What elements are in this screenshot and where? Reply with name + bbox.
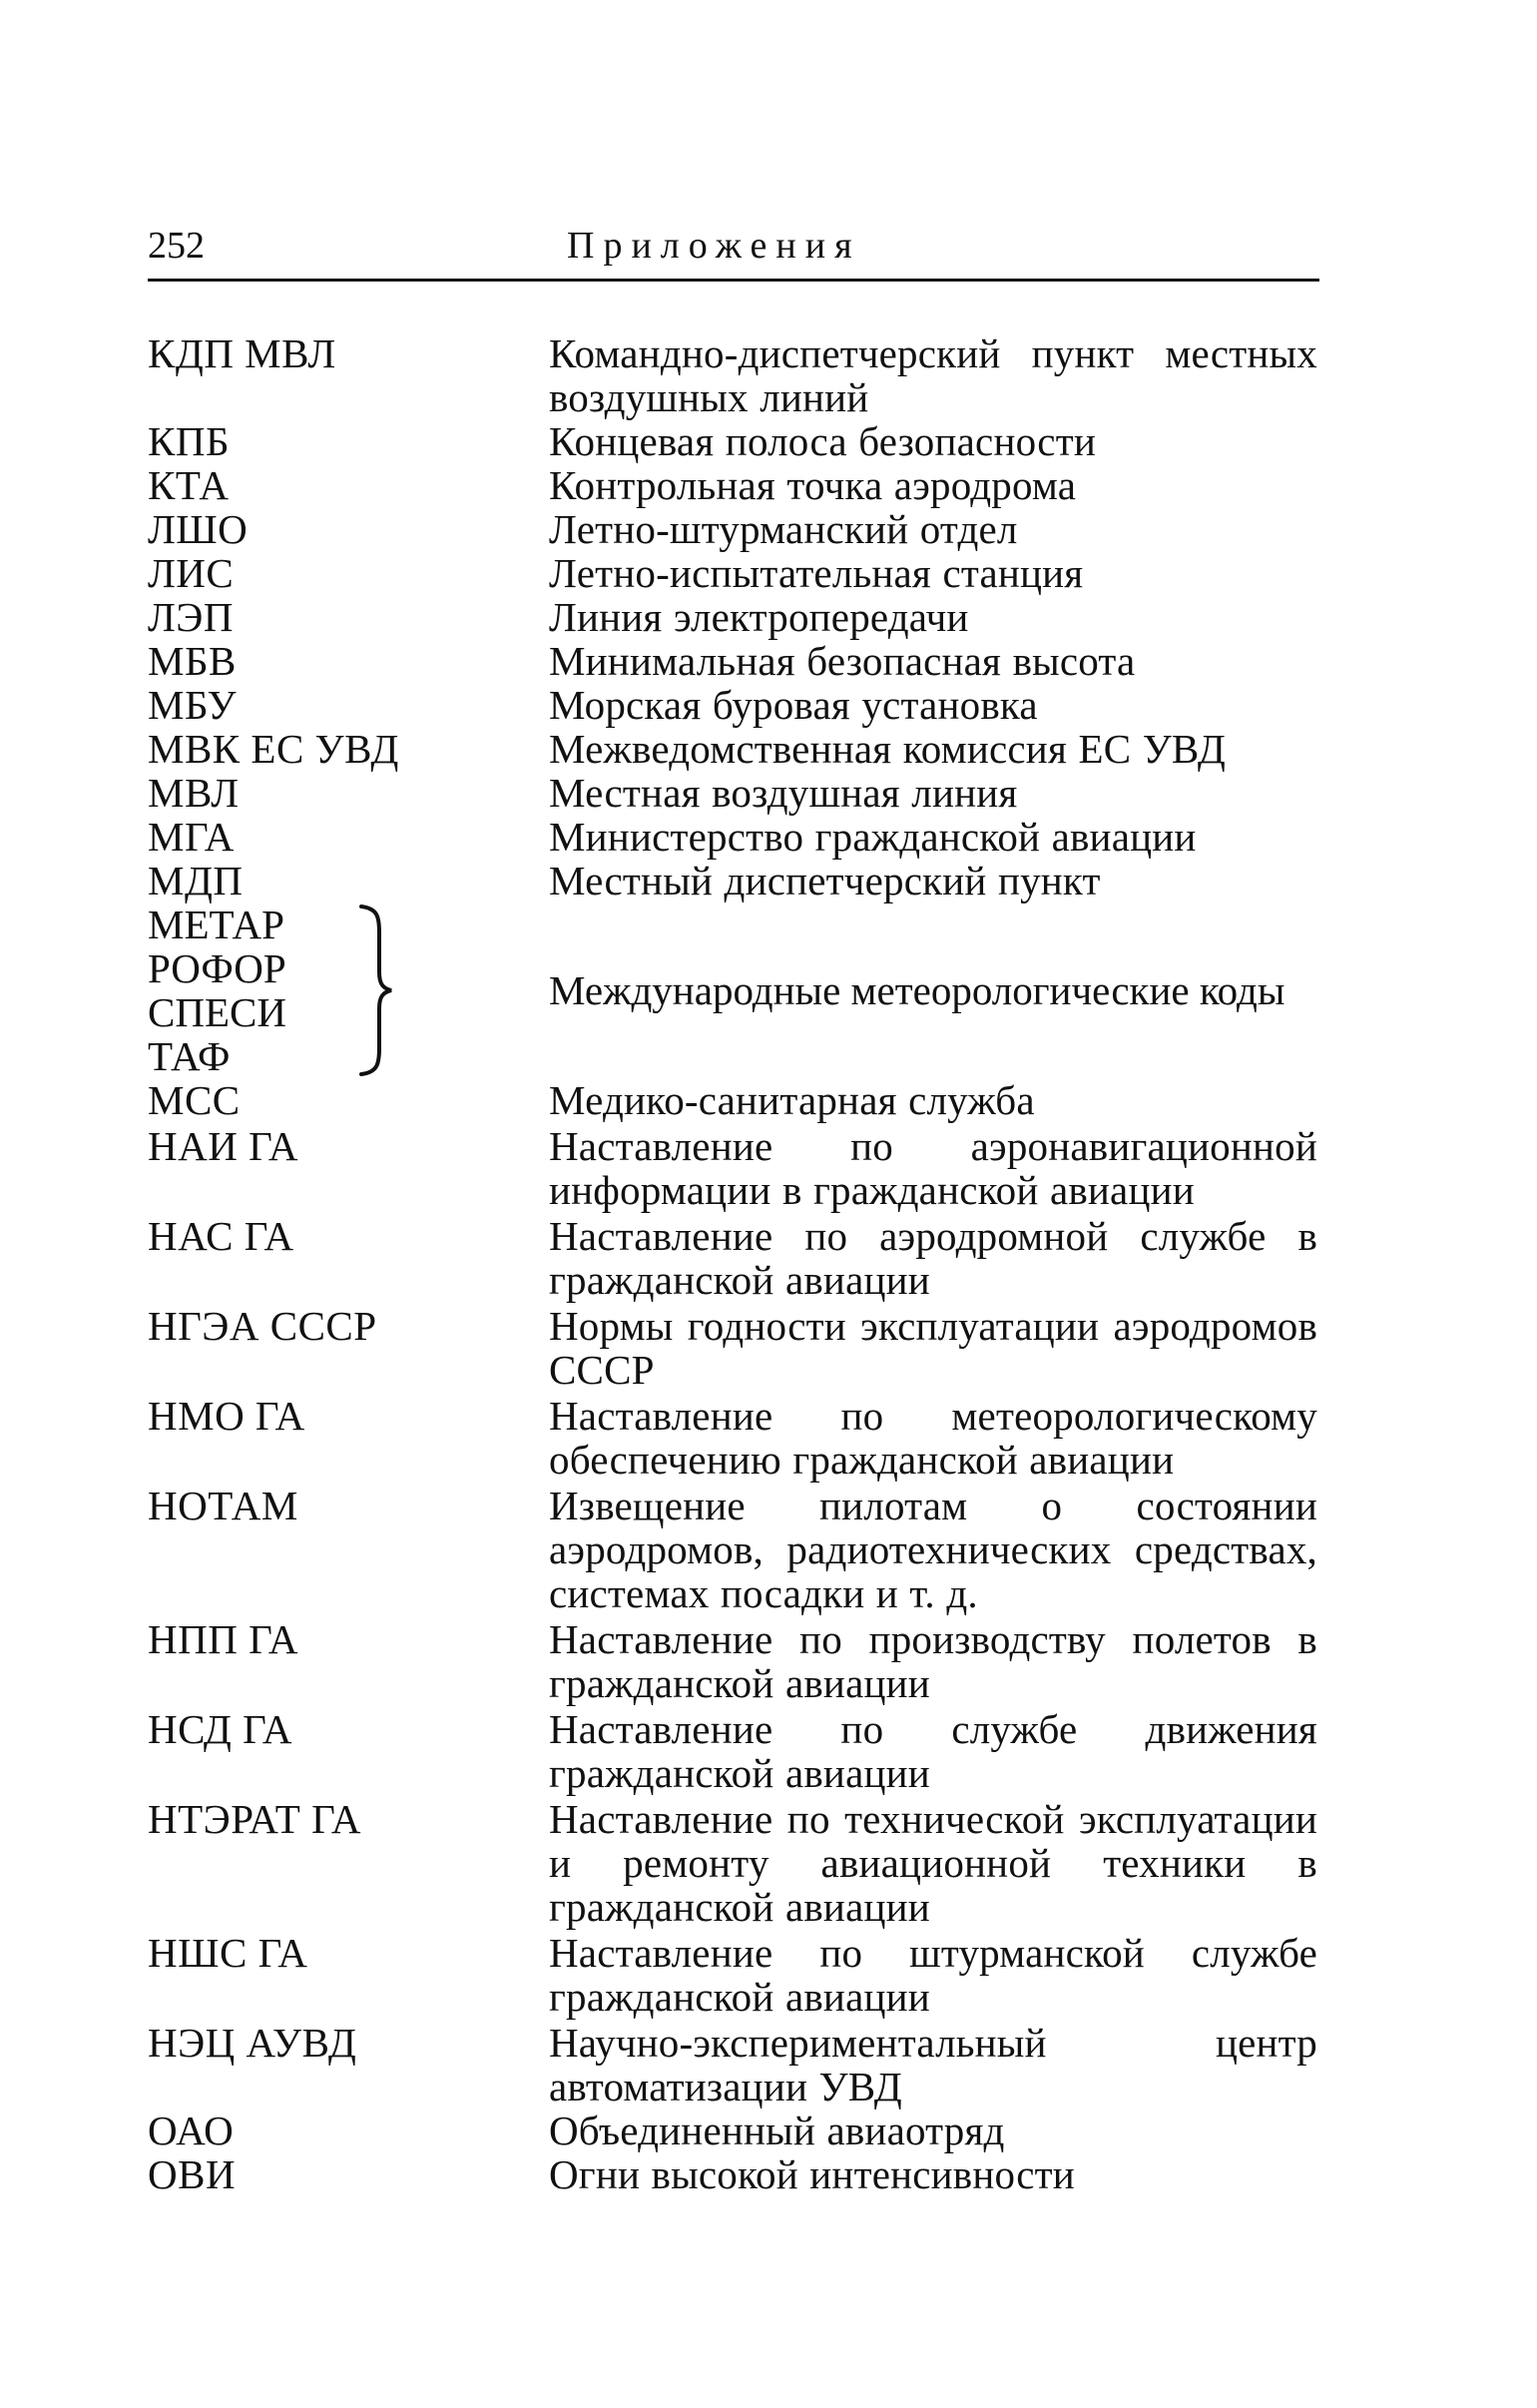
- abbreviation-entry: [148, 1124, 1325, 1212]
- abbreviation: МЕТАР: [148, 902, 284, 947]
- abbreviation: НСД ГА: [148, 1706, 292, 1752]
- abbreviation-entry: [148, 507, 1325, 551]
- abbreviation: НЭЦ АУВД: [148, 2020, 357, 2066]
- definition: Огни высокой интенсивности: [549, 2151, 1075, 2197]
- abbreviation: МДП: [148, 858, 244, 903]
- definition: Летно-испытательная станция: [549, 550, 1084, 596]
- abbreviation: МБУ: [148, 682, 238, 728]
- abbreviation: ТАФ: [148, 1033, 231, 1079]
- definition: Морская буровая установка: [549, 682, 1038, 728]
- abbreviation-entry: [148, 2021, 1325, 2108]
- abbreviation: НТЭРАТ ГА: [148, 1796, 361, 1842]
- definition: Межведомственная комиссия ЕС УВД: [549, 726, 1227, 772]
- abbreviation: ЛЭП: [148, 594, 234, 640]
- definition: Нормы годности эксплуатации аэродромов СССР: [549, 1303, 1317, 1393]
- definition: Наставление по производству полетов в гражданской авиации: [549, 1616, 1317, 1706]
- abbreviation: НШС ГА: [148, 1930, 308, 1976]
- right-brace-icon: [357, 903, 393, 1078]
- abbreviation: НМО ГА: [148, 1393, 305, 1439]
- abbreviation: КТА: [148, 462, 230, 508]
- definition: Наставление по службе движения гражданской авиации: [549, 1706, 1317, 1796]
- page-number: 252: [148, 225, 205, 267]
- abbreviation-entry: [148, 1078, 1325, 1122]
- header-rule: [148, 279, 1319, 282]
- running-title: Приложения: [567, 225, 861, 267]
- abbreviation-entry: [148, 815, 1325, 859]
- definition: Наставление по аэродромной службе в гражданской авиации: [549, 1213, 1317, 1303]
- abbreviation-entry: [148, 419, 1325, 463]
- abbreviation: МБВ: [148, 638, 237, 684]
- definition: Министерство гражданской авиации: [549, 814, 1197, 860]
- abbreviation-entry: [148, 1797, 1325, 1929]
- definition: Линия электропередачи: [549, 594, 969, 640]
- abbreviation: НГЭА СССР: [148, 1303, 377, 1349]
- abbreviation: ОАО: [148, 2107, 235, 2153]
- abbreviation-entry: [148, 1304, 1325, 1392]
- definition: Контрольная точка аэродрома: [549, 462, 1077, 508]
- definition: Командно-диспетчерский пункт местных воздушных линий: [549, 330, 1317, 420]
- abbreviation: МВЛ: [148, 770, 240, 816]
- abbreviation-entry: [148, 727, 1325, 771]
- abbreviation-entry: [148, 551, 1325, 595]
- abbreviation-entry: [148, 595, 1325, 639]
- abbreviation: КДП МВЛ: [148, 330, 336, 376]
- abbreviation-entry: [148, 1214, 1325, 1302]
- abbreviation-entry: [148, 1617, 1325, 1705]
- definition: Наставление по аэронавигационной информации в гражданской авиации: [549, 1123, 1317, 1213]
- met-codes-group: [148, 903, 1325, 1078]
- definition: Медико-санитарная служба: [549, 1077, 1035, 1123]
- definition: Летно-штурманский отдел: [549, 506, 1018, 552]
- abbreviation-entry: [148, 771, 1325, 815]
- abbreviation: КПБ: [148, 418, 230, 464]
- abbreviation-entry: [148, 639, 1325, 683]
- definition: Объединенный авиаотряд: [549, 2107, 1005, 2153]
- met-codes-abbreviations: [148, 903, 549, 1078]
- abbreviation: НПП ГА: [148, 1616, 298, 1662]
- abbreviation-entry: [148, 1931, 1325, 2019]
- abbreviation-entry: [148, 1707, 1325, 1795]
- abbreviation: МСС: [148, 1077, 241, 1123]
- abbreviation-entry: [148, 2108, 1325, 2152]
- page-header: [148, 222, 1319, 278]
- definition: Местная воздушная линия: [549, 770, 1018, 816]
- abbreviation-entry: [148, 331, 1325, 419]
- definition: Международные метеорологические коды: [549, 967, 1285, 1013]
- abbreviation-entry: [148, 463, 1325, 507]
- abbreviation: НОТАМ: [148, 1483, 298, 1528]
- abbreviation-list: [148, 331, 1325, 2196]
- definition: Наставление по штурманской службе гражданской авиации: [549, 1930, 1317, 2020]
- abbreviation-entry: [148, 1484, 1325, 1615]
- abbreviation: НАС ГА: [148, 1213, 294, 1259]
- definition: Наставление по технической эксплуатации и ремонту авиационной техники в гражданской авиации: [549, 1796, 1317, 1930]
- abbreviation-entry: [148, 683, 1325, 727]
- abbreviation: МВК ЕС УВД: [148, 726, 399, 772]
- definition: Наставление по метеорологическому обеспечению гражданской авиации: [549, 1393, 1317, 1483]
- abbreviation: ОВИ: [148, 2151, 237, 2197]
- abbreviation: ЛИС: [148, 550, 235, 596]
- abbreviation: СПЕСИ: [148, 989, 286, 1035]
- abbreviation-entry: [148, 859, 1325, 903]
- definition: Научно-экспериментальный центр автоматизации УВД: [549, 2020, 1317, 2109]
- definition: Минимальная безопасная высота: [549, 638, 1136, 684]
- definition: Местный диспетчерский пункт: [549, 858, 1101, 903]
- definition: Концевая полоса безопасности: [549, 418, 1096, 464]
- abbreviation: НАИ ГА: [148, 1123, 298, 1169]
- abbreviation: МГА: [148, 814, 235, 860]
- abbreviation-entry: [148, 1394, 1325, 1482]
- abbreviation: РОФОР: [148, 945, 286, 991]
- abbreviation-entry: [148, 2152, 1325, 2196]
- definition: Извещение пилотам о состоянии аэродромов, радиотехнических средствах, системах посадки и т. д.: [549, 1483, 1317, 1616]
- abbreviation: ЛШО: [148, 506, 249, 552]
